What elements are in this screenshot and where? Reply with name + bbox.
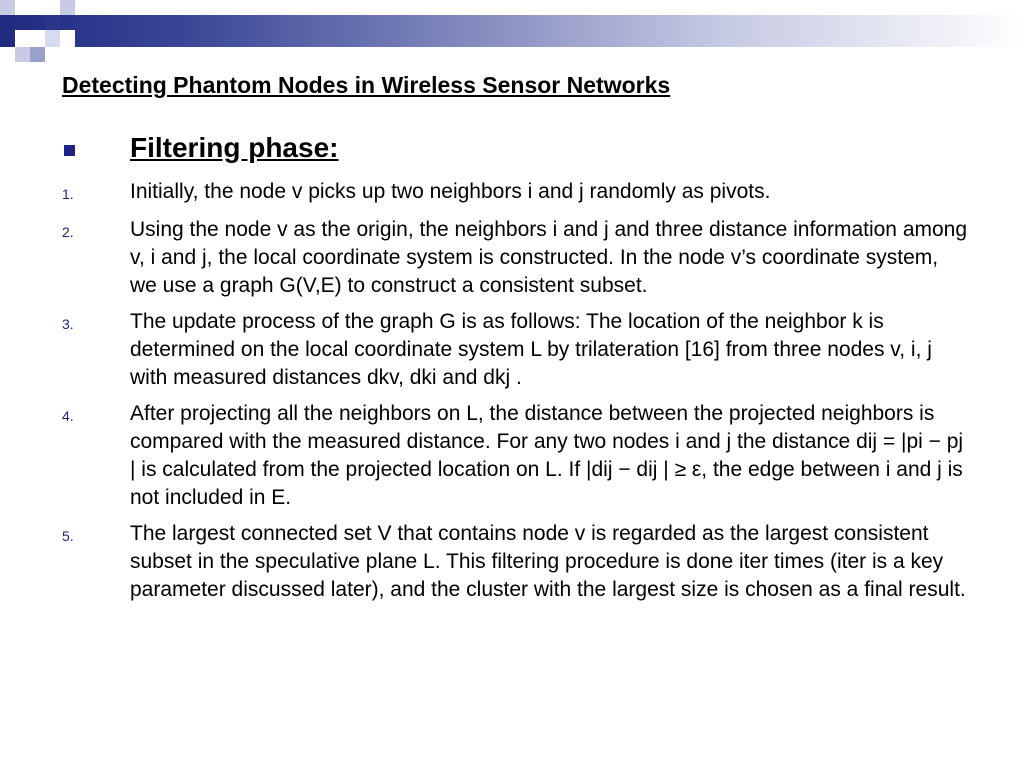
step-text: Initially, the node v picks up two neighbors i and j randomly as pivots. bbox=[130, 180, 771, 203]
section-heading: Filtering phase: bbox=[130, 132, 339, 163]
square-bullet-icon bbox=[62, 128, 130, 168]
step-text: After projecting all the neighbors on L, the distance between the projected neighbors is compared with the measured distance. For any two nodes i and j the distance dij = |pi − pj | is calculated from the projected location on L. If |dij − dij | ≥ ε, the edge between i and j is not included in E. bbox=[130, 402, 964, 509]
header-decoration-band bbox=[0, 15, 1024, 47]
decoration-square bbox=[0, 0, 15, 15]
step-text: The largest connected set V that contains node v is regarded as the largest consistent subset in the speculative plane L. This filtering procedure is done iter times (iter is a key parameter discussed later), and the cluster with the largest size is chosen as a final result. bbox=[130, 522, 966, 601]
list-item bbox=[62, 216, 972, 300]
list-item bbox=[62, 400, 972, 512]
slide-title: Detecting Phantom Nodes in Wireless Sensor Networks bbox=[62, 72, 671, 98]
section-bullet-row bbox=[62, 128, 972, 168]
step-number: 1. bbox=[62, 186, 74, 202]
step-number: 4. bbox=[62, 408, 74, 424]
decoration-square bbox=[45, 30, 60, 47]
decoration-square bbox=[60, 30, 75, 47]
decoration-square bbox=[60, 0, 75, 15]
decoration-square bbox=[15, 47, 30, 62]
decoration-square bbox=[30, 47, 45, 62]
decoration-square bbox=[15, 30, 30, 47]
step-number: 5. bbox=[62, 528, 74, 544]
list-item bbox=[62, 520, 972, 604]
step-number: 3. bbox=[62, 316, 74, 332]
step-number: 2. bbox=[62, 224, 74, 240]
list-item bbox=[62, 308, 972, 392]
step-text: The update process of the graph G is as follows: The location of the neighbor k is determined on the local coordinate system L by trilateration [16] from three nodes v, i, j with measured distances dkv, dki and dkj . bbox=[130, 310, 932, 389]
decoration-square bbox=[45, 15, 60, 30]
decoration-square bbox=[15, 15, 30, 30]
decoration-square bbox=[30, 30, 45, 47]
list-item bbox=[62, 178, 972, 208]
step-text: Using the node v as the origin, the neighbors i and j and three distance information among v, i and j, the local coordinate system is constructed. In the node v’s coordinate system, we use a graph G(V,E) to construct a consistent subset. bbox=[130, 218, 968, 297]
slide-content bbox=[62, 128, 972, 612]
